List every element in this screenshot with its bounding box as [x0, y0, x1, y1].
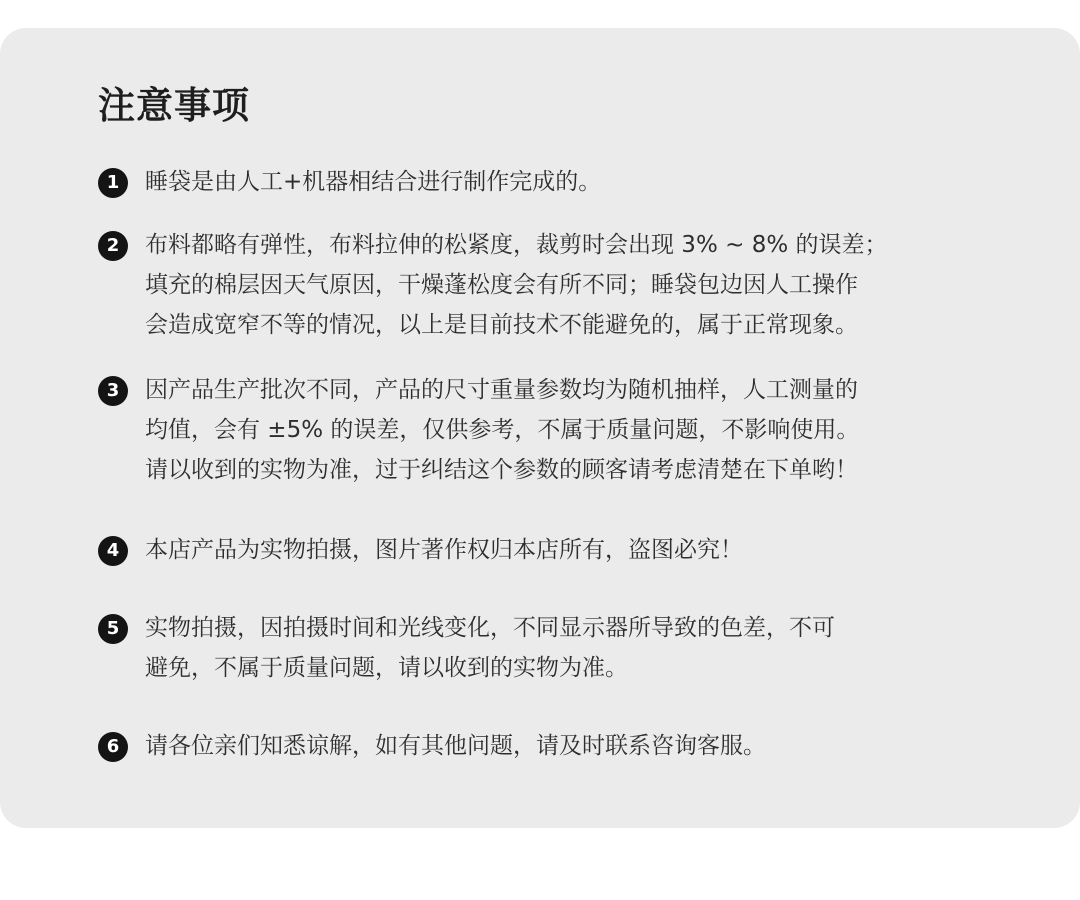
notice-line: 均值，会有 ±5% 的误差，仅供参考，不属于质量问题，不影响使用。 — [145, 417, 860, 443]
number-badge-3-icon: 3 — [98, 376, 128, 406]
page-title: 注意事项 — [98, 84, 250, 127]
number-badge-2-icon: 2 — [98, 231, 128, 261]
notice-line: 会造成宽窄不等的情况，以上是目前技术不能避免的，属于正常现象。 — [145, 312, 858, 338]
notice-line: 请以收到的实物为准，过于纠结这个参数的顾客请考虑清楚在下单哟！ — [145, 457, 858, 483]
number-badge-1-icon: 1 — [98, 168, 128, 198]
notice-line: 布料都略有弹性，布料拉伸的松紧度，裁剪时会出现 3% ~ 8% 的误差； — [145, 232, 888, 258]
number-badge-6-icon: 6 — [98, 732, 128, 762]
notice-item-2 — [98, 225, 985, 345]
notice-text-5 — [145, 608, 985, 688]
notice-item-4 — [98, 530, 985, 570]
notice-item-1 — [98, 162, 985, 202]
notice-line: 填充的棉层因天气原因，干燥蓬松度会有所不同；睡袋包边因人工操作 — [145, 272, 858, 298]
notice-text-1 — [145, 162, 985, 202]
number-badge-4-icon: 4 — [98, 536, 128, 566]
notice-text-2 — [145, 225, 985, 345]
notice-line: 睡袋是由人工+机器相结合进行制作完成的。 — [145, 169, 602, 195]
notice-text-3 — [145, 370, 985, 490]
notice-line: 本店产品为实物拍摄，图片著作权归本店所有，盗图必究！ — [145, 537, 743, 563]
notice-text-4 — [145, 530, 985, 570]
notice-text-6 — [145, 726, 985, 766]
notice-line: 因产品生产批次不同，产品的尺寸重量参数均为随机抽样，人工测量的 — [145, 377, 858, 403]
notice-item-5 — [98, 608, 985, 688]
notice-card — [0, 28, 1080, 828]
notice-item-6 — [98, 726, 985, 766]
number-badge-5-icon: 5 — [98, 614, 128, 644]
notice-line: 避免，不属于质量问题，请以收到的实物为准。 — [145, 655, 628, 681]
notice-item-3 — [98, 370, 985, 490]
notice-line: 实物拍摄，因拍摄时间和光线变化，不同显示器所导致的色差，不可 — [145, 615, 835, 641]
notice-line: 请各位亲们知悉谅解，如有其他问题，请及时联系咨询客服。 — [145, 733, 766, 759]
